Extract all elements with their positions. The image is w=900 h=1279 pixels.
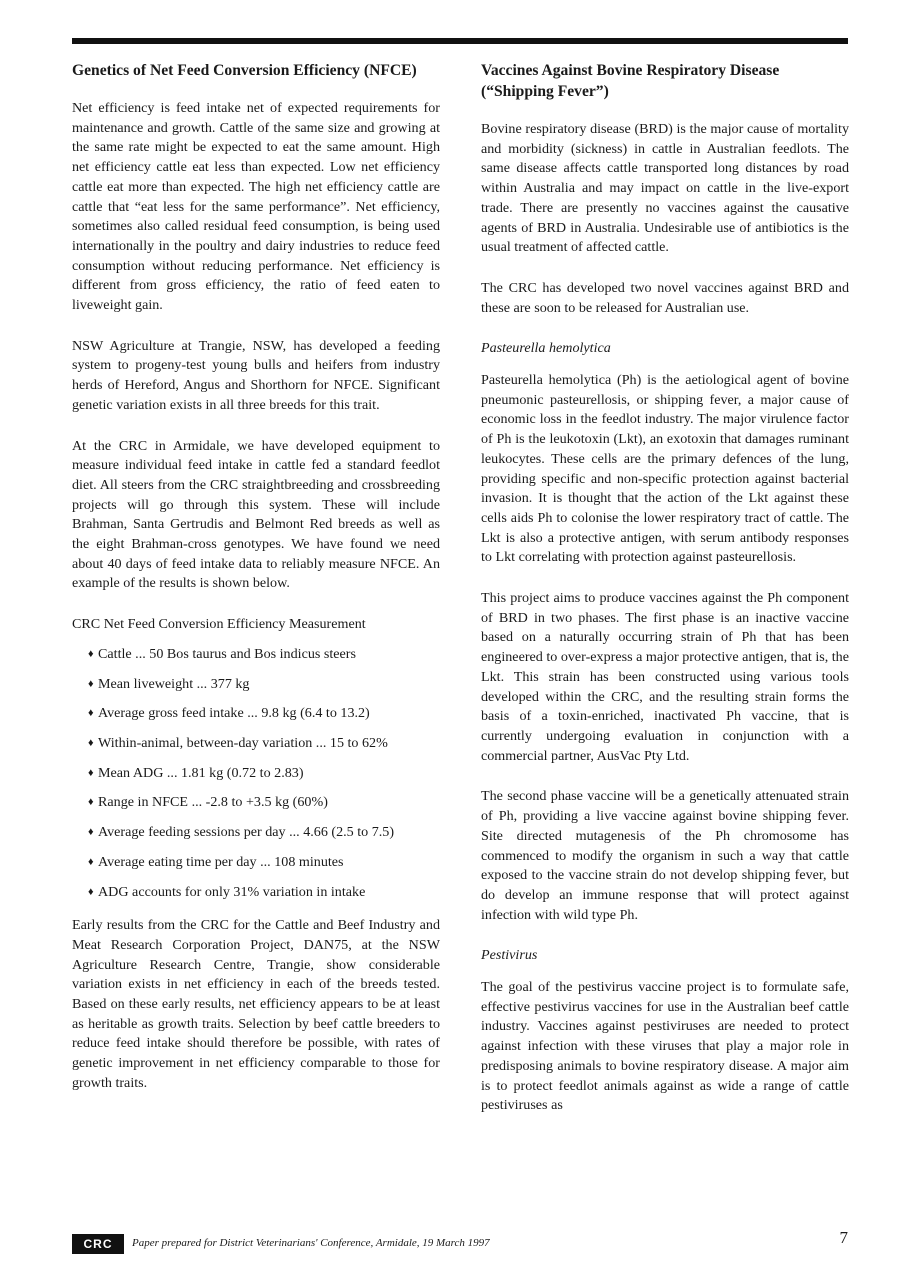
list-item: ♦ Within-animal, between-day variation ... 15 to 62% (72, 734, 440, 754)
diamond-bullet-icon: ♦ (88, 796, 94, 809)
right-column (481, 60, 849, 1116)
list-item: ♦ Average eating time per day ... 108 minutes (72, 853, 440, 873)
list-item: ♦ ADG accounts for only 31% variation in intake (72, 883, 440, 903)
list-item: ♦ Average gross feed intake ... 9.8 kg (6.4 to 13.2) (72, 704, 440, 724)
diamond-bullet-icon: ♦ (88, 885, 94, 898)
left-closing-paragraph: Early results from the CRC for the Cattle and Beef Industry and Meat Research Corporation Project, DAN75, at the NSW Agriculture Research Centre, Trangie, show considerable variation exists in net efficiency in each of the breeds tested. Based on these early results, net efficiency appears to be at least as heritable as growth traits. Selection by beef cattle breeders to reduce feed intake should therefore be possible, with rates of genetic improvement in net efficiency comparable to those for growth traits. (72, 917, 440, 1091)
subheading-pestivirus: Pestivirus (481, 947, 538, 964)
list-item: ♦ Mean ADG ... 1.81 kg (0.72 to 2.83) (72, 764, 440, 784)
right-intro-paragraph-1: Bovine respiratory disease (BRD) is the major cause of mortality and morbidity (sickness) in cattle in Australian feedlots. The same disease affects cattle transported long distances by road within Australia and may impact on cattle in the live-export trade. There are presently no vaccines against the causative agents of BRD in Australia. Undesirable use of antibiotics is the usual treatment of affected cattle. (481, 121, 849, 256)
list-title: CRC Net Feed Conversion Efficiency Measurement (72, 616, 366, 633)
right-intro-paragraph-2: The CRC has developed two novel vaccines against BRD and these are soon to be released for Australian use. (481, 279, 849, 316)
diamond-bullet-icon: ♦ (88, 766, 94, 779)
page-number: 7 (839, 1228, 848, 1247)
left-paragraph-2: NSW Agriculture at Trangie, NSW, has developed a feeding system to progeny-test young bulls and heifers from industry herds of Hereford, Angus and Shorthorn for NFCE. Significant genetic variation exists in all three breeds for this trait. (72, 337, 440, 413)
left-column (72, 60, 440, 1115)
diamond-bullet-icon: ♦ (88, 647, 94, 660)
left-paragraph-1: Net efficiency is feed intake net of expected requirements for maintenance and growth. Cattle of the same size and growing at the same rate might be expected to eat the same amount. High net efficiency cattle eat less than expected. Low net efficiency cattle eat more than expected. The high net efficiency cattle are cattle that “eat less for the same performance”. Net efficiency, sometimes also called residual feed consumption, is being used internationally in the poultry and dairy industries to reduce feed consumption without reducing performance. Net efficiency is different from gross efficiency, the ratio of feed eaten to liveweight gain. (72, 100, 440, 314)
diamond-bullet-icon: ♦ (88, 855, 94, 868)
measurement-list (72, 645, 440, 902)
diamond-bullet-icon: ♦ (88, 677, 94, 690)
right-heading: Vaccines Against Bovine Respiratory Disease (“Shipping Fever”) (481, 62, 780, 100)
list-item: ♦ Mean liveweight ... 377 kg (72, 675, 440, 695)
diamond-bullet-icon: ♦ (88, 826, 94, 839)
page-footer (72, 1228, 848, 1258)
diamond-bullet-icon: ♦ (88, 736, 94, 749)
left-heading: Genetics of Net Feed Conversion Efficiency (NFCE) (72, 62, 417, 79)
list-item: ♦ Cattle ... 50 Bos taurus and Bos indicus steers (72, 645, 440, 665)
pasteurella-paragraph-2: This project aims to produce vaccines against the Ph component of BRD in two phases. The first phase is an inactive vaccine based on a naturally occurring strain of Ph that has been engineered to over-express a major protective antigen, that is, the Lkt. This strain has been constructed using various tools developed within the CRC, and the resulting strain forms the basis of a toxin-enriched, inactivated Ph vaccine, that is currently undergoing evaluation in conjunction with a commercial partner, AusVac Pty Ltd. (481, 590, 849, 764)
diamond-bullet-icon: ♦ (88, 707, 94, 720)
top-rule (72, 38, 848, 44)
list-item: ♦ Average feeding sessions per day ... 4.66 (2.5 to 7.5) (72, 823, 440, 843)
pasteurella-paragraph-3: The second phase vaccine will be a genetically attenuated strain of Ph, providing a live vaccine against bovine shipping fever. Site directed mutagenesis of the Ph chromosome has commenced to modify the organism in such a way that cattle exposed to the vaccine strain do not develop shipping fever, but do develop an immune response that will protect against infection with wild type Ph. (481, 788, 849, 923)
subheading-pasteurella: Pasteurella hemolytica (481, 340, 611, 357)
pasteurella-paragraph-1: Pasteurella hemolytica (Ph) is the aetiological agent of bovine pneumonic pasteurellosis, or shipping fever, a major cause of economic loss in the feedlot industry. The major virulence factor of Ph is the leukotoxin (Lkt), an exotoxin that damages ruminant leukocytes. These cells are the primary defences of the lung, providing specific and non-specific protection against bacterial invasion. It is thought that the action of the Lkt against these cells aids Ph to colonise the lower respiratory tract of cattle. The Lkt is also a protective antigen, with serum antibody responses to Lkt correlating with protection against pasteurellosis. (481, 372, 849, 566)
left-paragraph-3: At the CRC in Armidale, we have developed equipment to measure individual feed intake in cattle fed a standard feedlot diet. All steers from the CRC straightbreeding and crossbreeding projects will go through this system. These will include Brahman, Santa Gertrudis and Belmont Red breeds as well as the eight Brahman-cross genotypes. We have found we need about 40 days of feed intake data to reliably measure NFCE. An example of the results is shown below. (72, 437, 440, 592)
footer-text: Paper prepared for District Veterinarians' Conference, Armidale, 19 March 1997 (132, 1237, 490, 1249)
list-item: ♦ Range in NFCE ... -2.8 to +3.5 kg (60%) (72, 793, 440, 813)
crc-logo: CRC (72, 1234, 124, 1254)
pestivirus-paragraph: The goal of the pestivirus vaccine project is to formulate safe, effective pestivirus vaccines for use in the Australian beef cattle industry. Vaccines against pestiviruses are needed to protect against infection with these viruses that play a major role in predisposing animals to bovine respiratory disease. A major aim is to protect feedlot animals against as wide a range of cattle pestiviruses as (481, 979, 849, 1114)
